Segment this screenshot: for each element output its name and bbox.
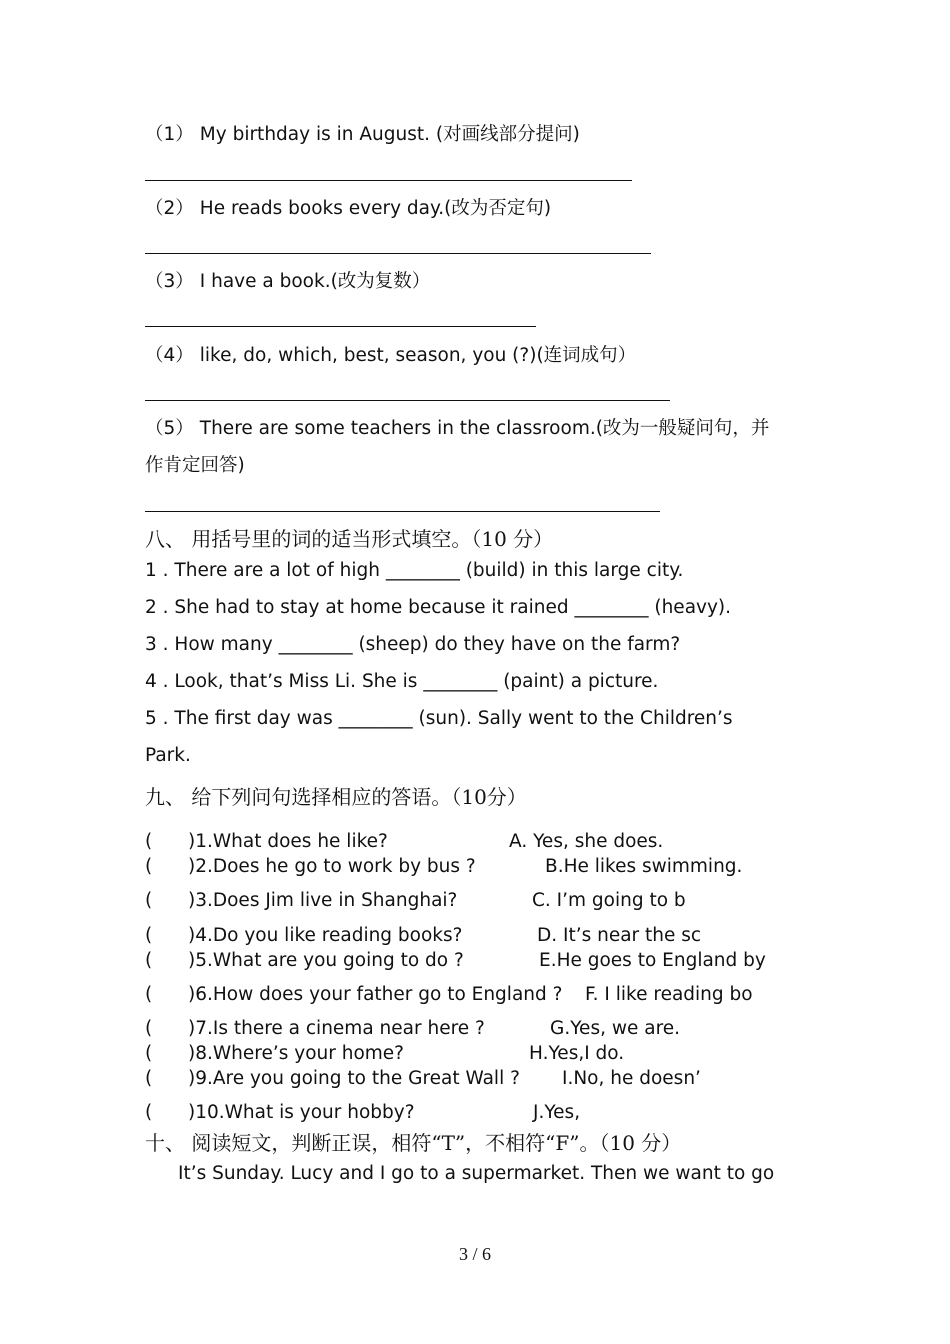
match-bracket[interactable]: (	[145, 1018, 153, 1039]
match-answer-e: E.He goes to England by	[539, 950, 766, 971]
section-8-heading: 八、 用括号里的词的适当形式填空。（10 分）	[145, 527, 554, 551]
match-bracket[interactable]: (	[145, 1043, 153, 1064]
match-question-5: )5.What are you going to do ?	[188, 950, 464, 971]
match-answer-b: B.He likes swimming.	[545, 856, 743, 877]
fill-item-3: 3 . How many ________ (sheep) do they have on the farm?	[145, 634, 681, 655]
match-answer-g: G.Yes, we are.	[550, 1018, 681, 1039]
reading-passage: It’s Sunday. Lucy and I go to a supermarket. Then we want to go	[178, 1163, 775, 1184]
section-9-heading: 九、 给下列问句选择相应的答语。（10分）	[145, 785, 527, 809]
rewrite-item-5	[145, 414, 769, 440]
match-answer-h: H.Yes,I do.	[529, 1043, 625, 1064]
match-bracket[interactable]: (	[145, 831, 153, 852]
match-bracket[interactable]: (	[145, 950, 153, 971]
match-bracket[interactable]: (	[145, 1068, 153, 1089]
match-question-3: )3.Does Jim live in Shanghai?	[188, 890, 458, 911]
item-text: My birthday is in August. (对画线部分提问)	[199, 124, 580, 145]
rewrite-item-3	[145, 267, 430, 293]
match-bracket[interactable]: (	[145, 984, 153, 1005]
page-number: 3 / 6	[458, 1244, 491, 1264]
fill-item-1: 1 . There are a lot of high ________ (build) in this large city.	[145, 560, 684, 581]
match-question-1: )1.What does he like?	[188, 831, 388, 852]
answer-line-2[interactable]	[145, 253, 651, 254]
rewrite-item-2	[145, 194, 551, 220]
fill-item-5: 5 . The first day was ________ (sun). Sally went to the Children’s	[145, 708, 733, 729]
item-number: （4）	[145, 345, 194, 366]
rewrite-item-4	[145, 341, 636, 367]
item-text: He reads books every day.(改为否定句)	[199, 198, 552, 219]
rewrite-item-1	[145, 120, 580, 146]
match-question-6: )6.How does your father go to England ?	[188, 984, 563, 1005]
match-bracket[interactable]: (	[145, 890, 153, 911]
rewrite-item-5-cont: 作肯定回答)	[145, 455, 245, 476]
match-question-7: )7.Is there a cinema near here ?	[188, 1018, 485, 1039]
item-number: （1）	[145, 124, 194, 145]
match-bracket[interactable]: (	[145, 925, 153, 946]
item-number: （3）	[145, 271, 194, 292]
match-question-10: )10.What is your hobby?	[188, 1102, 415, 1123]
answer-line-4[interactable]	[145, 400, 670, 401]
match-answer-d: D. It’s near the sc	[537, 925, 702, 946]
match-answer-i: I.No, he doesn’	[562, 1068, 701, 1089]
match-question-8: )8.Where’s your home?	[188, 1043, 404, 1064]
match-question-9: )9.Are you going to the Great Wall ?	[188, 1068, 520, 1089]
fill-item-2: 2 . She had to stay at home because it rained ________ (heavy).	[145, 597, 732, 618]
item-text: like, do, which, best, season, you (?)(连词成句）	[199, 345, 637, 366]
match-answer-j: J.Yes,	[533, 1102, 581, 1123]
section-10-heading: 十、 阅读短文，判断正误，相符“T”，不相符“F”。（10 分）	[145, 1131, 682, 1155]
answer-line-1[interactable]	[145, 180, 632, 181]
match-answer-a: A. Yes, she does.	[509, 831, 664, 852]
answer-line-3[interactable]	[145, 326, 536, 327]
fill-item-4: 4 . Look, that’s Miss Li. She is ________ (paint) a picture.	[145, 671, 659, 692]
match-bracket[interactable]: (	[145, 1102, 153, 1123]
item-text: There are some teachers in the classroom.(改为一般疑问句，并	[199, 418, 770, 439]
item-number: （2）	[145, 198, 194, 219]
item-text: I have a book.(改为复数）	[199, 271, 431, 292]
match-question-2: )2.Does he go to work by bus ?	[188, 856, 476, 877]
match-answer-c: C. I’m going to b	[532, 890, 686, 911]
answer-line-5[interactable]	[145, 511, 660, 512]
fill-item-5-cont: Park.	[145, 745, 191, 766]
match-question-4: )4.Do you like reading books?	[188, 925, 463, 946]
match-answer-f: F. I like reading bo	[585, 984, 753, 1005]
item-number: （5）	[145, 418, 194, 439]
match-bracket[interactable]: (	[145, 856, 153, 877]
